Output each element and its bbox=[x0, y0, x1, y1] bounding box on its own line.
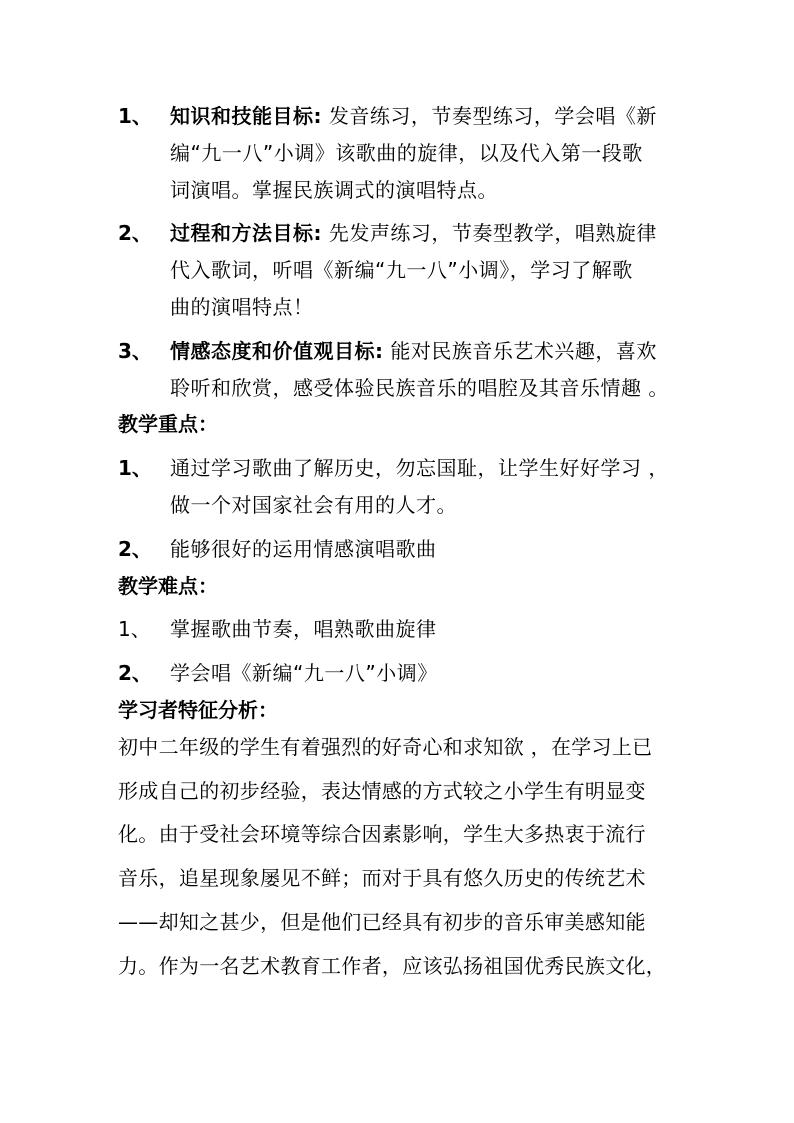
key-point-number: 1、 bbox=[118, 456, 152, 481]
paragraph-line: 力。作为一名艺术教育工作者，应该弘扬祖国优秀民族文化， bbox=[118, 953, 667, 978]
key-point-line: 通过学习歌曲了解历史，勿忘国耻，让学生好好学习 ， bbox=[170, 456, 669, 481]
paragraph-line: 化。由于受社会环境等综合因素影响，学生大多热衷于流行 bbox=[118, 822, 646, 847]
goal-body bbox=[170, 215, 684, 325]
difficulty-number: 2、 bbox=[118, 661, 152, 686]
goal-body bbox=[170, 98, 684, 208]
goal-item bbox=[118, 98, 684, 208]
key-point-number: 2、 bbox=[118, 536, 152, 561]
paragraph-line: 初中二年级的学生有着强烈的好奇心和求知欲 ，在学习上已 bbox=[118, 734, 653, 759]
goal-line: 代入歌词，听唱《新编“九一八”小调》，学习了解歌 bbox=[170, 258, 633, 283]
goal-item bbox=[118, 215, 684, 325]
goal-number: 1、 bbox=[118, 104, 152, 128]
learner-analysis-heading: 学习者特征分析： bbox=[118, 697, 278, 722]
learner-analysis-paragraph bbox=[118, 729, 684, 985]
goal-item bbox=[118, 333, 684, 407]
goal-line: 曲的演唱特点！ bbox=[170, 294, 314, 319]
goal-line: 编“九一八”小调》该歌曲的旋律，以及代入第一段歌 bbox=[170, 140, 643, 165]
goal-line: 聆听和欣赏，感受体验民族音乐的唱腔及其音乐情趣 。 bbox=[170, 375, 669, 400]
paragraph-line: 形成自己的初步经验，表达情感的方式较之小学生有明显变 bbox=[118, 778, 646, 803]
goal-body bbox=[170, 333, 684, 407]
goal-text: 先发声练习，节奏型教学，唱熟旋律 bbox=[328, 221, 657, 246]
difficulty-line: 学会唱《新编“九一八”小调》 bbox=[170, 661, 438, 686]
goal-line bbox=[170, 98, 684, 135]
difficulty-item bbox=[118, 611, 684, 648]
paragraph-line: ——却知之甚少，但是他们已经具有初步的音乐审美感知能 bbox=[118, 909, 646, 934]
key-point-line: 做一个对国家社会有用的人才。 bbox=[170, 492, 457, 517]
key-points-heading: 教学重点： bbox=[118, 412, 218, 437]
difficulty-number: 1、 bbox=[118, 617, 151, 642]
key-point-line: 能够很好的运用情感演唱歌曲 bbox=[170, 536, 437, 561]
difficulty-line: 掌握歌曲节奏，唱熟歌曲旋律 bbox=[170, 617, 437, 642]
goal-line bbox=[170, 215, 684, 252]
difficulty-item bbox=[118, 655, 684, 692]
goal-text: 能对民族音乐艺术兴趣，喜欢 bbox=[390, 338, 657, 363]
goal-lead: 知识和技能目标: bbox=[170, 104, 322, 128]
goal-line: 词演唱。掌握民族调式的演唱特点。 bbox=[170, 177, 498, 202]
paragraph-line: 音乐，追星现象屡见不鲜；而对于具有悠久历史的传统艺术 bbox=[118, 866, 646, 891]
goal-line bbox=[170, 333, 684, 370]
difficulties-heading: 教学难点： bbox=[118, 573, 218, 598]
goal-number: 2、 bbox=[118, 221, 152, 246]
goal-lead: 情感态度和价值观目标: bbox=[170, 338, 384, 363]
goal-lead: 过程和方法目标: bbox=[170, 221, 322, 246]
goal-text: 发音练习，节奏型练习，学会唱《新 bbox=[328, 104, 657, 128]
goal-number: 3、 bbox=[118, 338, 152, 363]
key-point-item bbox=[118, 531, 684, 568]
key-point-item bbox=[118, 450, 684, 524]
